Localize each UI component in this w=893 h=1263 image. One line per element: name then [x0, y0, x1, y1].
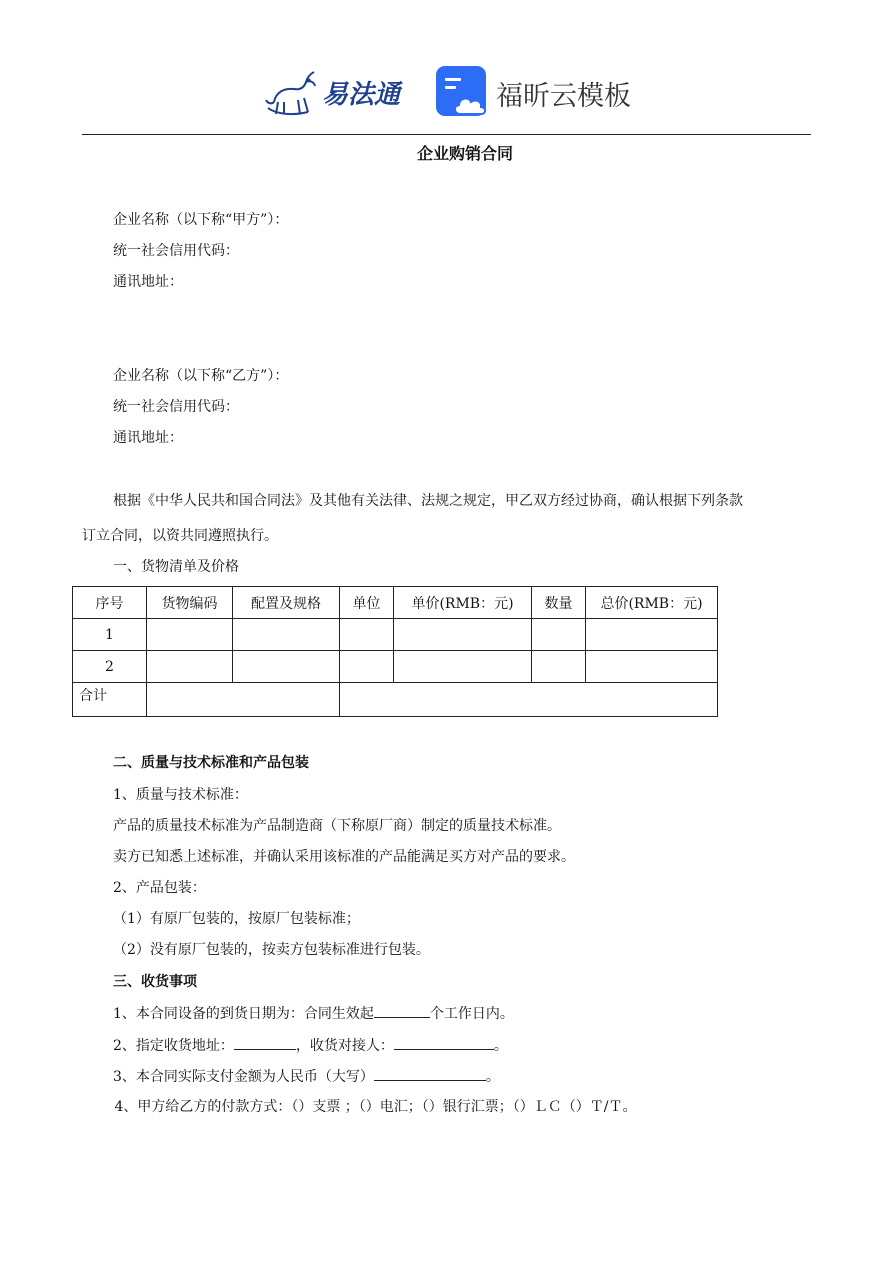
table-cell	[147, 683, 340, 717]
section2-heading: 二、质量与技术标准和产品包装	[113, 755, 309, 771]
table-row	[73, 651, 718, 683]
section2-item: （1）有原厂包装的，按原厂包装标准；	[113, 911, 360, 927]
item3-text-pre: 3、本合同实际支付金额为人民币（大写）	[113, 1069, 374, 1085]
table-cell	[394, 619, 532, 651]
table-row	[73, 619, 718, 651]
page-title: 企业购销合同	[416, 146, 513, 163]
section2-item: 2、产品包装：	[113, 880, 206, 896]
logo-fuxin-template: 福昕云模板	[496, 81, 631, 112]
section2-item: 1、质量与技术标准：	[113, 787, 248, 803]
section2-item: （2）没有原厂包装的，按卖方包装标准进行包装。	[113, 942, 430, 958]
party-a-name-label: 企业名称（以下称“甲方”）：	[113, 212, 289, 228]
item2-text-pre: 2、指定收货地址：	[113, 1038, 234, 1054]
goods-table	[72, 586, 718, 717]
section2-item: 产品的质量技术标准为产品制造商（下称原厂商）制定的质量技术标准。	[113, 818, 561, 834]
table-cell	[340, 683, 718, 717]
header-logos	[262, 62, 632, 120]
item3-text-post: 。	[485, 1069, 500, 1085]
section3-item2	[113, 1035, 508, 1056]
table-cell	[233, 619, 340, 651]
logo-yifatong: 易法通	[322, 80, 401, 110]
table-cell	[532, 651, 586, 683]
unicorn-logo-icon	[262, 62, 320, 120]
preamble-line2: 订立合同，以资共同遵照执行。	[82, 528, 278, 544]
party-b-address-label: 通讯地址：	[113, 430, 183, 446]
section3-item3	[113, 1066, 500, 1087]
table-cell	[340, 619, 394, 651]
section3-item4: 4、甲方给乙方的付款方式：（）支票 ；（）电汇；（）银行汇票；（）ＬＣ（）Ｔ/Ｔ。	[110, 1099, 637, 1115]
row-index: 1	[73, 619, 147, 651]
party-b-name-label: 企业名称（以下称“乙方”）：	[113, 368, 289, 384]
table-cell	[147, 619, 233, 651]
preamble-line1: 根据《中华人民共和国合同法》及其他有关法律、法规之规定，甲乙双方经过协商，确认根据下列条款	[113, 493, 743, 509]
party-b-code-label: 统一社会信用代码：	[113, 399, 239, 415]
delivery-address-blank[interactable]	[234, 1035, 296, 1050]
table-header-row	[73, 587, 718, 619]
section3-item1	[113, 1003, 514, 1024]
col-header-unit: 单位	[340, 587, 394, 619]
section3-heading: 三、收货事项	[113, 974, 197, 990]
col-header-total-price: 总价(RMB：元)	[586, 587, 718, 619]
contact-person-blank[interactable]	[394, 1035, 494, 1050]
delivery-days-blank[interactable]	[374, 1003, 430, 1018]
table-total-row	[73, 683, 718, 717]
table-cell	[147, 651, 233, 683]
row-index: 2	[73, 651, 147, 683]
table-cell	[233, 651, 340, 683]
party-a-address-label: 通讯地址：	[113, 274, 183, 290]
section1-heading: 一、货物清单及价格	[113, 559, 239, 575]
table-cell	[340, 651, 394, 683]
col-header-code: 货物编码	[147, 587, 233, 619]
table-cell	[586, 651, 718, 683]
total-label: 合计	[73, 683, 147, 717]
cloud-template-icon	[436, 66, 486, 116]
item2-text-mid: ，收货对接人：	[295, 1038, 394, 1054]
item2-text-post: 。	[493, 1038, 508, 1054]
party-a-code-label: 统一社会信用代码：	[113, 243, 239, 259]
section2-item: 卖方已知悉上述标准，并确认采用该标准的产品能满足买方对产品的要求。	[113, 849, 575, 865]
col-header-index: 序号	[73, 587, 147, 619]
col-header-unit-price: 单价(RMB：元)	[394, 587, 532, 619]
col-header-spec: 配置及规格	[233, 587, 340, 619]
item1-text-post: 个工作日内。	[429, 1006, 514, 1022]
table-cell	[532, 619, 586, 651]
table-cell	[394, 651, 532, 683]
col-header-quantity: 数量	[532, 587, 586, 619]
amount-blank[interactable]	[374, 1066, 486, 1081]
item1-text-pre: 1、本合同设备的到货日期为：合同生效起	[113, 1006, 374, 1022]
header-divider	[82, 134, 811, 135]
table-cell	[586, 619, 718, 651]
